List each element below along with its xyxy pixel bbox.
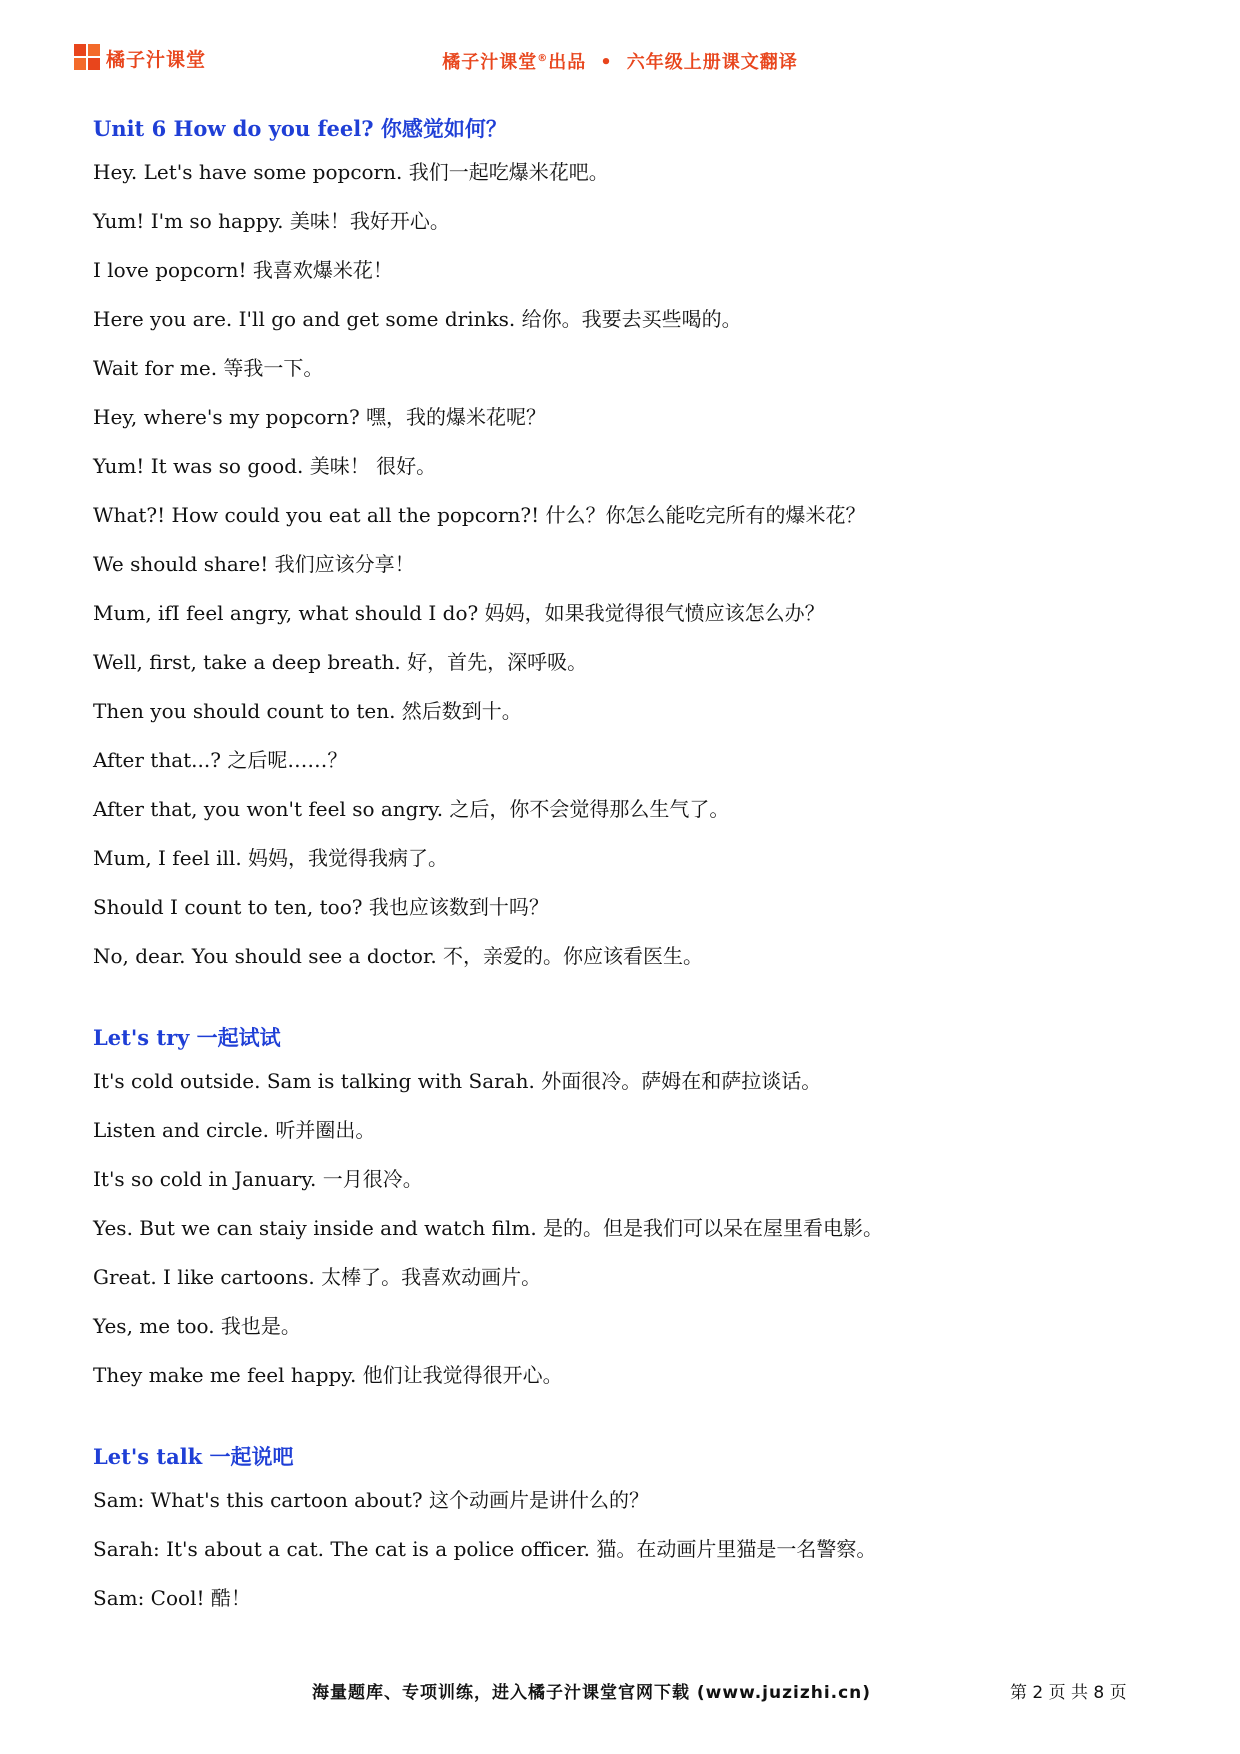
section-unit6-lines bbox=[93, 148, 1153, 981]
section-title-unit6: Unit 6 How do you feel? 你感觉如何？ bbox=[93, 116, 507, 141]
text-line: Hey. Let's have some popcorn. 我们一起吃爆米花吧。 bbox=[93, 160, 609, 184]
text-line: We should share! 我们应该分享！ bbox=[93, 552, 415, 576]
text-line: Mum, ifI feel angry, what should I do? 妈妈，如果我觉得很气愤应该怎么办？ bbox=[93, 601, 825, 625]
text-line: Yes. But we can staiy inside and watch film. 是的。但是我们可以呆在屋里看电影。 bbox=[93, 1216, 884, 1240]
text-line: No, dear. You should see a doctor. 不，亲爱的。你应该看医生。 bbox=[93, 944, 704, 968]
header-brand: 橘子汁课堂 bbox=[442, 52, 538, 73]
section-lets-try-lines bbox=[93, 1057, 1153, 1400]
text-line: Listen and circle. 听并圈出。 bbox=[93, 1118, 376, 1142]
text-line: After that, you won't feel so angry. 之后，你不会觉得那么生气了。 bbox=[93, 797, 730, 821]
text-line: I love popcorn! 我喜欢爆米花！ bbox=[93, 258, 393, 282]
text-line: Should I count to ten, too? 我也应该数到十吗？ bbox=[93, 895, 549, 919]
text-line: Yum! I'm so happy. 美味！我好开心。 bbox=[93, 209, 450, 233]
text-line: Sam: Cool! 酷！ bbox=[93, 1586, 251, 1610]
text-line: Mum, I feel ill. 妈妈，我觉得我病了。 bbox=[93, 846, 449, 870]
logo-text: 橘子汁课堂 bbox=[106, 48, 207, 71]
section-lets-talk-lines bbox=[93, 1476, 1153, 1623]
header-separator: • bbox=[600, 52, 613, 73]
page-number: 第 2 页 共 8 页 bbox=[1010, 1683, 1127, 1703]
text-line: Sarah: It's about a cat. The cat is a police officer. 猫。在动画片里猫是一名警察。 bbox=[93, 1537, 877, 1561]
registered-mark: ® bbox=[537, 53, 549, 64]
text-line: Sam: What's this cartoon about? 这个动画片是讲什么的？ bbox=[93, 1488, 649, 1512]
section-title-lets-talk: Let's talk 一起说吧 bbox=[93, 1444, 294, 1469]
text-line: Wait for me. 等我一下。 bbox=[93, 356, 324, 380]
text-line: After that...? 之后呢……？ bbox=[93, 748, 348, 772]
header-publisher: 出品 bbox=[548, 52, 587, 73]
text-line: Hey, where's my popcorn? 嘿，我的爆米花呢？ bbox=[93, 405, 547, 429]
header-subject: 六年级上册课文翻译 bbox=[626, 52, 798, 73]
text-line: It's so cold in January. 一月很冷。 bbox=[93, 1167, 423, 1191]
text-line: Great. I like cartoons. 太棒了。我喜欢动画片。 bbox=[93, 1265, 542, 1289]
text-line: Yum! It was so good. 美味！ 很好。 bbox=[93, 454, 437, 478]
section-title-lets-try: Let's try 一起试试 bbox=[93, 1025, 281, 1050]
text-line: Here you are. I'll go and get some drinks. 给你。我要去买些喝的。 bbox=[93, 307, 742, 331]
text-line: Then you should count to ten. 然后数到十。 bbox=[93, 699, 522, 723]
text-line: They make me feel happy. 他们让我觉得很开心。 bbox=[93, 1363, 563, 1387]
header-title bbox=[0, 48, 1240, 74]
footer-promo-text: 海量题库、专项训练，进入橘子汁课堂官网下载 (www.juzizhi.cn) bbox=[312, 1683, 872, 1703]
text-line: What?! How could you eat all the popcorn?! 什么？你怎么能吃完所有的爆米花？ bbox=[93, 503, 866, 527]
text-line: Yes, me too. 我也是。 bbox=[93, 1314, 301, 1338]
text-line: It's cold outside. Sam is talking with Sarah. 外面很冷。萨姆在和萨拉谈话。 bbox=[93, 1069, 822, 1093]
page-footer bbox=[0, 1678, 1240, 1712]
document-body bbox=[93, 110, 1153, 1623]
page-header bbox=[0, 38, 1240, 82]
text-line: Well, first, take a deep breath. 好，首先，深呼吸。 bbox=[93, 650, 588, 674]
